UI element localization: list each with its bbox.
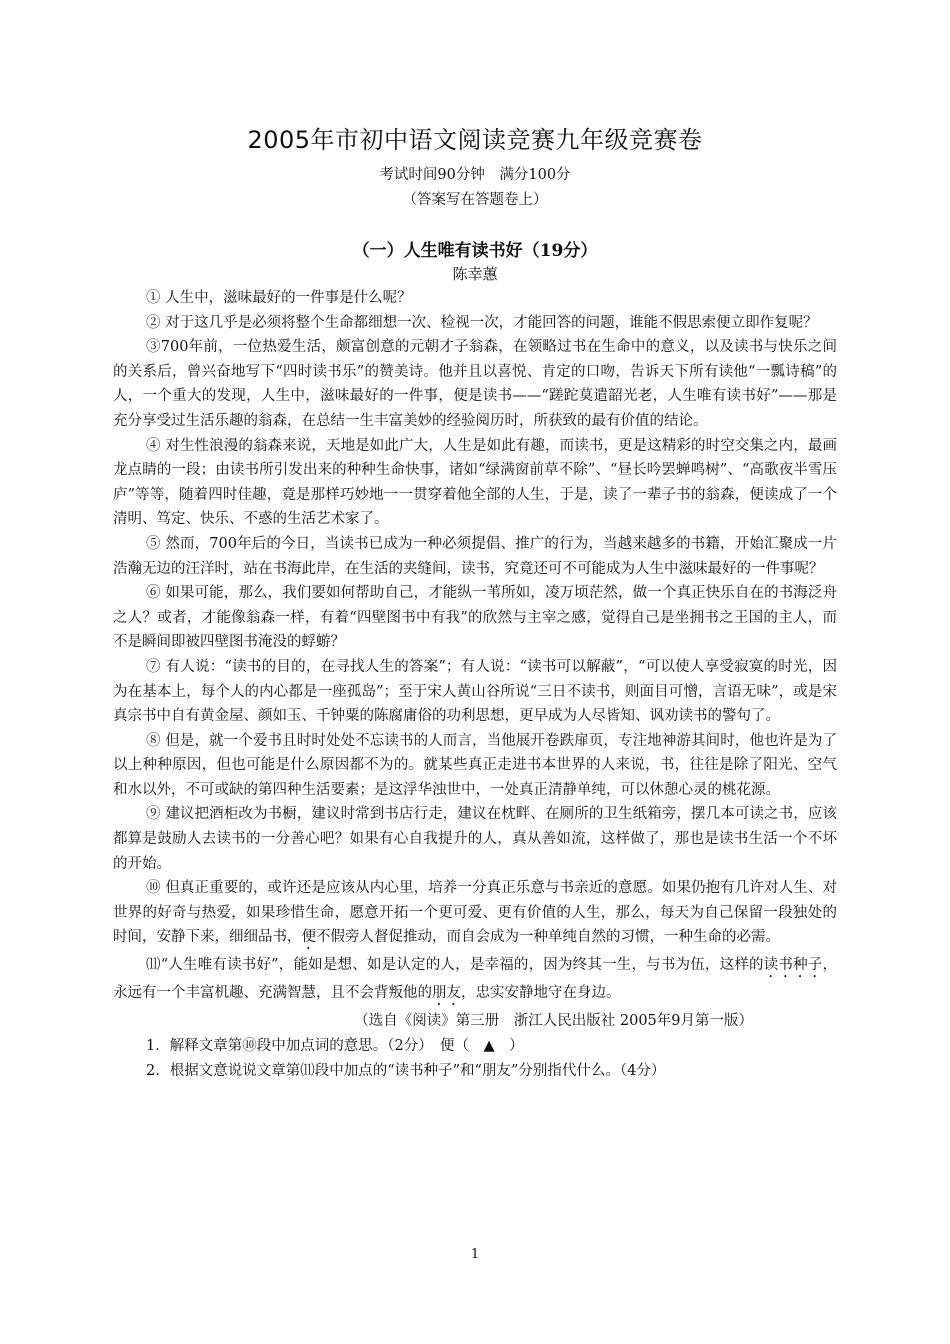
paragraph-10: [113, 876, 837, 953]
paragraph-4: ④ 对生性浪漫的翁森来说，天地是如此广大，人生是如此有趣，而读书，更是这精彩的时空交集之内，最画龙点睛的一段；由读书所引发出来的种种生命快事，诸如“绿满窗前草不除”、“昼长吟罢蝉鸣树”、“高歌夜半雪压庐”等等，随着四时佳趣，竟是那样巧妙地一一贯穿着他全部的人生，于是，读了一辈子书的翁森，便读成了一个清明、笃定、快乐、不惑的生活艺术家了。: [113, 437, 837, 528]
dotted-word-bian: 便: [301, 929, 316, 946]
paragraph-11-text-mid: ，永远有一个丰富机趣、充满智慧，且不会背叛他的: [113, 957, 837, 1002]
paragraph-7: ⑦ 有人说：“读书的目的，在寻找人生的答案”；有人说：“读书可以解蔽”，“可以使人享受寂寞的时光，因为在基本上，每个人的内心都是一座孤岛”；至于宋人黄山谷所说“三日不读书，则面目可憎，言语无味”，或是宋真宗书中自有黄金屋、颜如玉、千钟粟的陈腐庸俗的功利思想，更早成为人尽皆知、讽劝读书的警句了。: [113, 658, 837, 725]
answer-note: （答案写在答题卷上）: [402, 192, 548, 208]
paragraph-11-text: ⑾“人生唯有读书好”，能如是想、如是认定的人，是幸福的，因为终其一生，与书为伍，这样的: [146, 957, 764, 974]
paragraph-10-text: ⑩ 但真正重要的，或许还是应该从内心里，培养一分真正乐意与书亲近的意愿。如果仍抱有几许对人生、对世界的好奇与热爱，如果珍惜生命，愿意开拓一个更可爱、更有价值的人生，那么，每天为自己保留一段独处的时间，安静下来，细细品书，: [113, 880, 837, 946]
paragraph-5: ⑤ 然而，700年后的今日，当读书已成为一种必须提倡、推广的行为，当越来越多的书籍，开始汇聚成一片浩瀚无边的汪洋时，站在书海此岸，在生活的夹缝间，读书，究竟还可不可能成为人生中滋味最好的一件事呢？: [113, 535, 837, 577]
dotted-word-reading-seed: 读书种子: [763, 957, 823, 974]
exam-info: 考试时间90分钟 满分100分: [379, 167, 571, 183]
page-number: 1: [470, 1247, 480, 1262]
article-body: [113, 286, 837, 1083]
author: 陈幸蕙: [452, 265, 498, 283]
paragraph-11-text-end: ，忠实安静地守在身边。: [461, 985, 621, 1002]
paragraph-1: ① 人生中，滋味最好的一件事是什么呢？: [146, 290, 412, 306]
paragraph-10-text-end: 不假旁人督促推动，而自会成为一种单纯自然的习惯，一种生命的必需。: [316, 929, 780, 946]
paragraph-3: ③700年前，一位热爱生活，颇富创意的元朝才子翁森，在领略过书在生命中的意义，以及读书与快乐之间的关系后，曾兴奋地写下“四时读书乐”的赞美诗。他并且以喜悦、肯定的口吻，告诉天下所有读他“一瓢诗稿”的人，一个重大的发现，人生中，滋味最好的一件事，便是读书——“蹉跎莫遣韶光老，人生唯有读书好”——那是充分享受过生活乐趣的翁森，在总结一生丰富美妙的经验阅历时，所获致的最有价值的结论。: [113, 339, 838, 429]
exam-title: 2005年市初中语文阅读竞赛九年级竞赛卷: [247, 126, 703, 154]
paragraph-9: ⑨ 建议把酒柜改为书橱，建议时常到书店行走，建议在枕畔、在厕所的卫生纸箱旁，摆几本可读之书，应该都算是鼓励人去读书的一分善心吧？如果有心自我提升的人，真从善如流，这样做了，那也是读书生活一个不坏的开始。: [113, 806, 837, 872]
paragraph-11: [113, 953, 837, 1009]
question-1: 1．解释文章第⑩段中加点词的意思。（2分） 便（ ▲ ）: [146, 1038, 524, 1055]
dotted-word-friend: 朋友: [432, 985, 461, 1002]
section-title: （一）人生唯有读书好（19分）: [352, 241, 598, 261]
paragraph-2: ② 对于这几乎是必须将整个生命都细想一次、检视一次，才能回答的问题，谁能不假思索便立即作复呢？: [146, 314, 818, 331]
paragraph-8: ⑧ 但是，就一个爱书且时时处处不忘读书的人而言，当他展开卷跌扉页，专注地神游其间时，他也许是为了以上种种原因，但也可能是什么原因都不为的。就某些真正走进书本世界的人来说，书，往往是除了阳光、空气和水以外，不可或缺的第四种生活要素；是这浮华浊世中，一处真正清静单纯，可以休憩心灵的桃花源。: [113, 732, 837, 798]
paragraph-6: ⑥ 如果可能，那么，我们要如何帮助自己，才能纵一苇所如，凌万顷茫然，做一个真正快乐自在的书海泛舟之人？或者，才能像翁森一样，有着“四壁图书中有我”的欣然与主宰之感，觉得自己是坐拥书之王国的主人，而不是瞬间即被四壁图书淹没的蜉蝣？: [113, 585, 837, 651]
source-citation: （选自《阅读》第三册 浙江人民出版社 2005年9月第一版）: [354, 1013, 753, 1030]
question-2: 2．根据文意说说文章第⑾段中加点的“读书种子”和“朋友”分别指代什么。（4分）: [146, 1062, 666, 1079]
